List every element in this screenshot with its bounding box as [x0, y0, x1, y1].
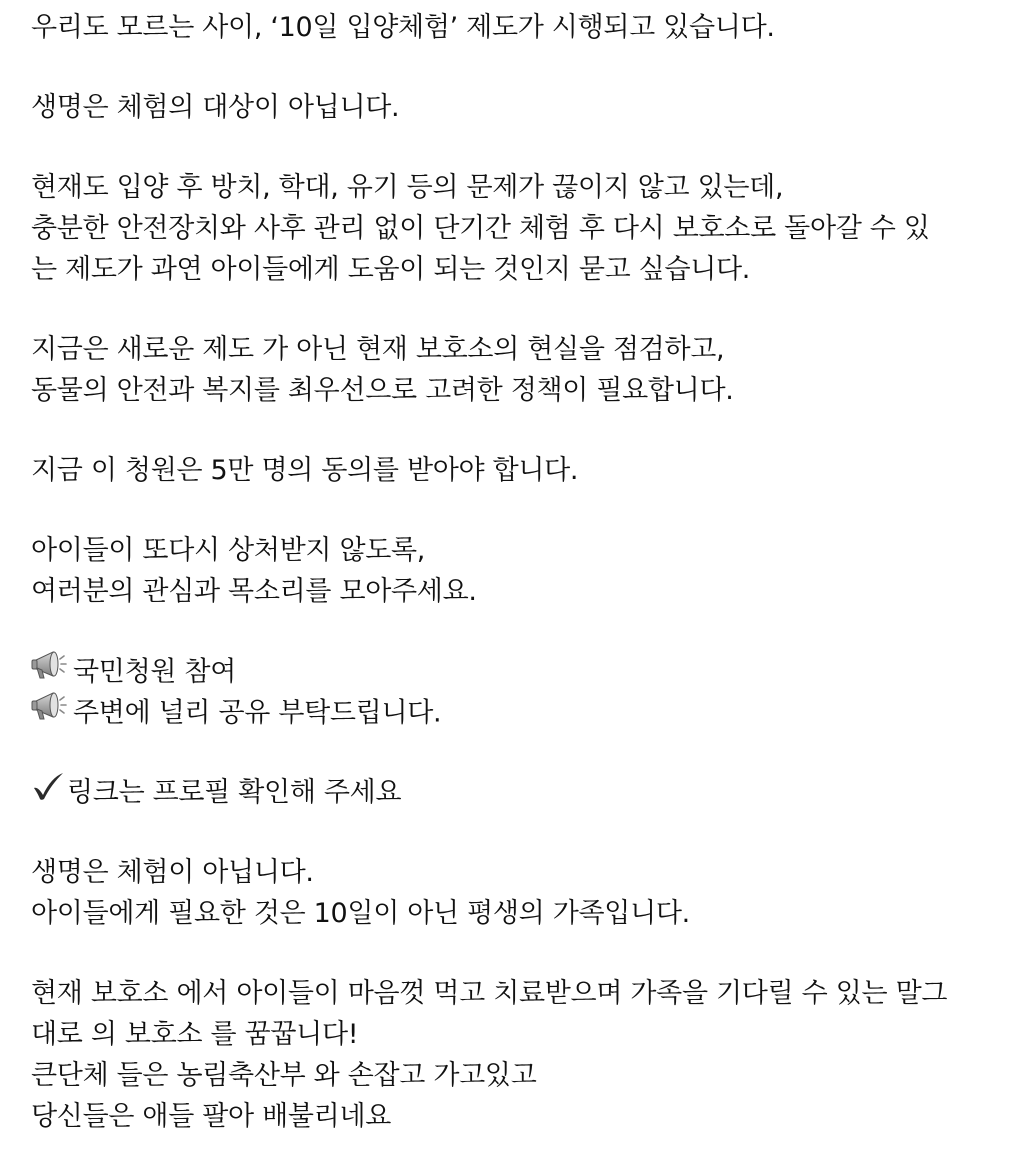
paragraph-2-line-2: 충분한 안전장치와 사후 관리 없이 단기간 체험 후 다시 보호소로 돌아갈 수 있 [31, 213, 930, 244]
paragraph-7-line-4: 당신들은 애들 팔아 배불리네요 [31, 1101, 392, 1132]
paragraph-2-line-3: 는 제도가 과연 아이들에게 도움이 되는 것인지 묻고 싶습니다. [31, 254, 751, 285]
paragraph-gap [31, 934, 1011, 973]
megaphone-icon [31, 649, 67, 693]
paragraph-3-line-1: 지금은 새로운 제도 가 아닌 현재 보호소의 현실을 점검하고, [31, 334, 725, 365]
cta-line-petition [31, 651, 1011, 692]
paragraph-5-line-1: 아이들이 또다시 상처받지 않도록, [31, 535, 426, 566]
paragraph-gap [31, 128, 1011, 167]
paragraph-6-line-1: 생명은 체험이 아닙니다. [31, 857, 314, 888]
cta-line-share [31, 692, 1011, 733]
paragraph-gap [31, 411, 1011, 450]
megaphone-icon [31, 690, 67, 734]
cta-petition-text: 국민청원 참여 [73, 656, 236, 688]
paragraph-7-line-1: 현재 보호소 에서 아이들이 마음껏 먹고 치료받으며 가족을 기다릴 수 있는 말그 [31, 978, 948, 1009]
paragraph-gap [31, 48, 1011, 87]
paragraph-5-line-2: 여러분의 관심과 목소리를 모아주세요. [31, 576, 477, 607]
paragraph-2-line-1: 현재도 입양 후 방치, 학대, 유기 등의 문제가 끊이지 않고 있는데, [31, 172, 784, 203]
paragraph-gap [31, 813, 1011, 852]
paragraph-7-line-2: 대로 의 보호소 를 꿈꿉니다! [31, 1019, 359, 1050]
paragraph-gap [31, 733, 1011, 772]
paragraph-gap [31, 612, 1011, 651]
paragraph-4: 지금 이 청원은 5만 명의 동의를 받아야 합니다. [31, 455, 579, 486]
paragraph-6-line-2: 아이들에게 필요한 것은 10일이 아닌 평생의 가족입니다. [31, 898, 690, 929]
cta-share-text: 주변에 널리 공유 부탁드립니다. [73, 697, 442, 729]
paragraph-gap [31, 290, 1011, 329]
paragraph-1: 생명은 체험의 대상이 아닙니다. [31, 92, 400, 123]
paragraph-7-line-3: 큰단체 들은 농림축산부 와 손잡고 가고있고 [31, 1060, 537, 1091]
post-body [31, 7, 1011, 1137]
link-note-line [31, 772, 1011, 813]
check-mark-icon [31, 771, 65, 813]
paragraph-3-line-2: 동물의 안전과 복지를 최우선으로 고려한 정책이 필요합니다. [31, 375, 734, 406]
link-note-text: 링크는 프로필 확인해 주세요 [67, 777, 402, 808]
paragraph-gap [31, 491, 1011, 530]
intro-line: 우리도 모르는 사이, ‘10일 입양체험’ 제도가 시행되고 있습니다. [31, 12, 775, 43]
